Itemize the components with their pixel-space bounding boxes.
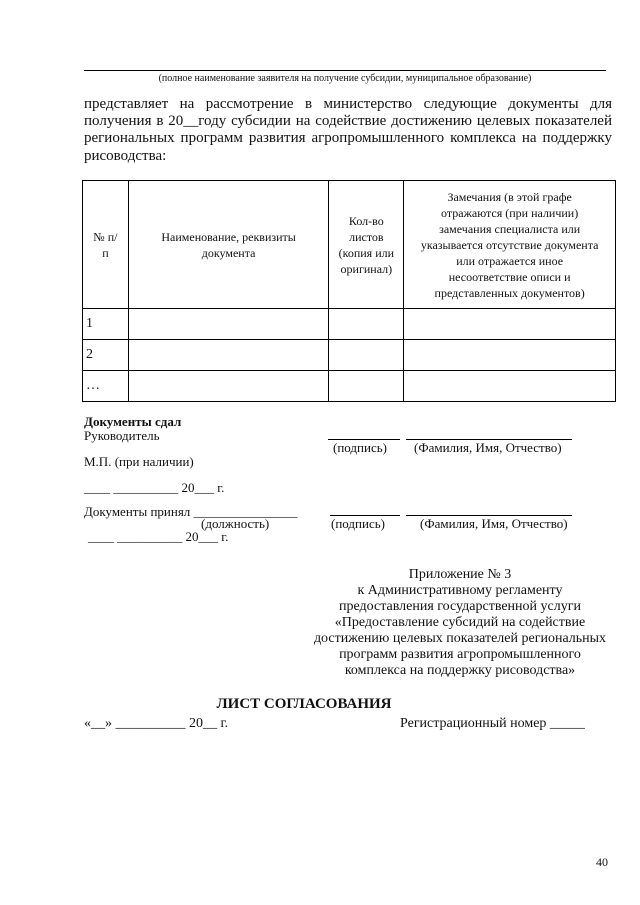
row-remarks <box>404 340 616 371</box>
approval-sheet-title: ЛИСТ СОГЛАСОВАНИЯ <box>216 696 392 712</box>
header-document-name: Наименование, реквизиты документа <box>128 181 329 309</box>
intro-paragraph: представляет на рассмотрение в министерство следующие документы для получения в 20__году субсидии на содействие достижению целевых показателей региональных программ развития агропромышленного комплекса на поддержку рисоводства: <box>84 96 612 164</box>
row-sheet-count <box>329 371 404 402</box>
row-document-name <box>128 371 329 402</box>
row-document-name <box>128 340 329 371</box>
appendix-line: предоставления государственной услуги <box>339 599 581 614</box>
submitted-signature-label: (подпись) <box>333 440 387 455</box>
row-number: … <box>83 371 129 402</box>
table-row <box>83 309 616 340</box>
page-number: 40 <box>596 855 608 869</box>
table-header-row <box>83 181 616 309</box>
row-remarks <box>404 309 616 340</box>
appendix-line: к Административному регламенту <box>357 583 563 598</box>
appendix-line: программ развития агропромышленного <box>339 647 581 662</box>
appendix-line: достижению целевых показателей региональных <box>313 631 607 646</box>
applicant-underline <box>84 70 606 71</box>
header-remarks: Замечания (в этой графе отражаются (при наличии) замечания специалиста или указывается отсутствие документа или отражается иное несоответствие описи и представленных документов) <box>404 181 616 309</box>
row-sheet-count <box>329 340 404 371</box>
row-number: 2 <box>83 340 129 371</box>
submitted-title: Документы сдал <box>84 414 182 429</box>
submitted-role: Руководитель <box>84 428 160 443</box>
stamp-label: М.П. (при наличии) <box>84 454 194 469</box>
appendix-line: «Предоставление субсидий на содействие <box>334 615 586 630</box>
accepted-title: Документы принял ________________ <box>84 504 298 519</box>
submitted-fio-label: (Фамилия, Имя, Отчество) <box>414 440 562 455</box>
row-document-name <box>128 309 329 340</box>
appendix-line: Приложение № 3 <box>408 567 512 582</box>
applicant-caption: (полное наименование заявителя на получение субсидии, муниципальное образование) <box>158 73 532 84</box>
table-row <box>83 371 616 402</box>
accepted-signature-label: (подпись) <box>331 516 385 531</box>
accepted-position-label: (должность) <box>201 516 270 531</box>
row-number: 1 <box>83 309 129 340</box>
accepted-fio-label: (Фамилия, Имя, Отчество) <box>420 516 568 531</box>
documents-table <box>82 180 616 402</box>
header-sheet-count: Кол-во листов (копия или оригинал) <box>329 181 404 309</box>
registration-number: Регистрационный номер _____ <box>400 716 585 731</box>
appendix-line: комплекса на поддержку рисоводства» <box>344 663 576 678</box>
accepted-date: ____ __________ 20___ г. <box>88 529 229 544</box>
header-number: № п/п <box>83 181 129 309</box>
table-row <box>83 340 616 371</box>
approval-date: «__» __________ 20__ г. <box>84 716 229 731</box>
row-remarks <box>404 371 616 402</box>
appendix-caption <box>300 567 620 679</box>
row-sheet-count <box>329 309 404 340</box>
submitted-date: ____ __________ 20___ г. <box>84 480 225 495</box>
